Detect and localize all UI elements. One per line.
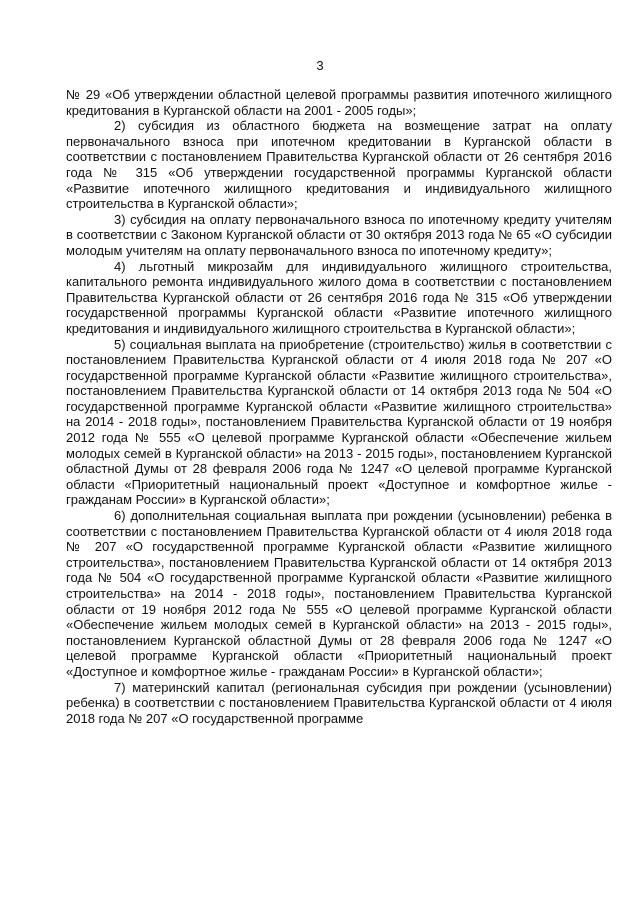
paragraph-continuation: № 29 «Об утверждении областной целевой программы развития ипотечного жилищного кредитования в Курганской области на 2001 - 2005 годы»;	[66, 87, 612, 118]
paragraph-item-4: 4) льготный микрозайм для индивидуального жилищного строительства, капитального ремонта индивидуального жилого дома в соответствии с постановлением Правительства Курганской области от 26 сентября 2016 года № 315 «Об утверждении государственной программы Курганской области «Развитие ипотечного жилищного кредитования и индивидуального жилищного строительства в Курганской области»;	[66, 258, 612, 336]
paragraph-item-6: 6) дополнительная социальная выплата при рождении (усыновлении) ребенка в соответствии с постановлением Правительства Курганской области от 4 июля 2018 года № 207 «О государственной программе Курганской области «Развитие жилищного строительства», постановлением Правительства Курганской области от 14 октября 2013 года № 504 «О государственной программе Курганской области «Развитие жилищного строительства» на 2014 - 2018 годы», постановлением Правительства Курганской области от 19 ноября 2012 года № 555 «О целевой программе Курганской области «Обеспечение жильем молодых семей в Курганской области» на 2013 - 2015 годы», постановлением Курганской областной Думы от 28 февраля 2006 года № 1247 «О целевой программе Курганской области «Приоритетный национальный проект «Доступное и комфортное жилье - гражданам России» в Курганской области»;	[66, 508, 612, 679]
document-body	[66, 87, 612, 726]
paragraph-item-7: 7) материнский капитал (региональная субсидия при рождении (усыновлении) ребенка) в соответствии с постановлением Правительства Курганской области от 4 июля 2018 года № 207 «О государственной программе	[66, 679, 612, 726]
paragraph-item-5: 5) социальная выплата на приобретение (строительство) жилья в соответствии с постановлением Правительства Курганской области от 4 июля 2018 года № 207 «О государственной программе Курганской области «Развитие жилищного строительства», постановлением Правительства Курганской области от 14 октября 2013 года № 504 «О государственной программе Курганской области «Развитие жилищного строительства» на 2014 - 2018 годы», постановлением Правительства Курганской области от 19 ноября 2012 года № 555 «О целевой программе Курганской области «Обеспечение жильем молодых семей в Курганской области» на 2013 - 2015 годы», постановлением Курганской областной Думы от 28 февраля 2006 года № 1247 «О целевой программе Курганской области «Приоритетный национальный проект «Доступное и комфортное жилье - гражданам России» в Курганской области»;	[66, 336, 612, 508]
page-number: 3	[316, 58, 324, 73]
paragraph-item-2: 2) субсидия из областного бюджета на возмещение затрат на оплату первоначального взноса при ипотечном кредитовании в Курганской области в соответствии с постановлением Правительства Курганской области от 26 сентября 2016 года № 315 «Об утверждении государственной программы Курганской области «Развитие ипотечного жилищного кредитования и индивидуального жилищного строительства в Курганской области»;	[66, 118, 612, 212]
paragraph-item-3: 3) субсидия на оплату первоначального взноса по ипотечному кредиту учителям в соответствии с Законом Курганской области от 30 октября 2013 года № 65 «О субсидии молодым учителям на оплату первоначального взноса по ипотечному кредиту»;	[66, 211, 612, 258]
